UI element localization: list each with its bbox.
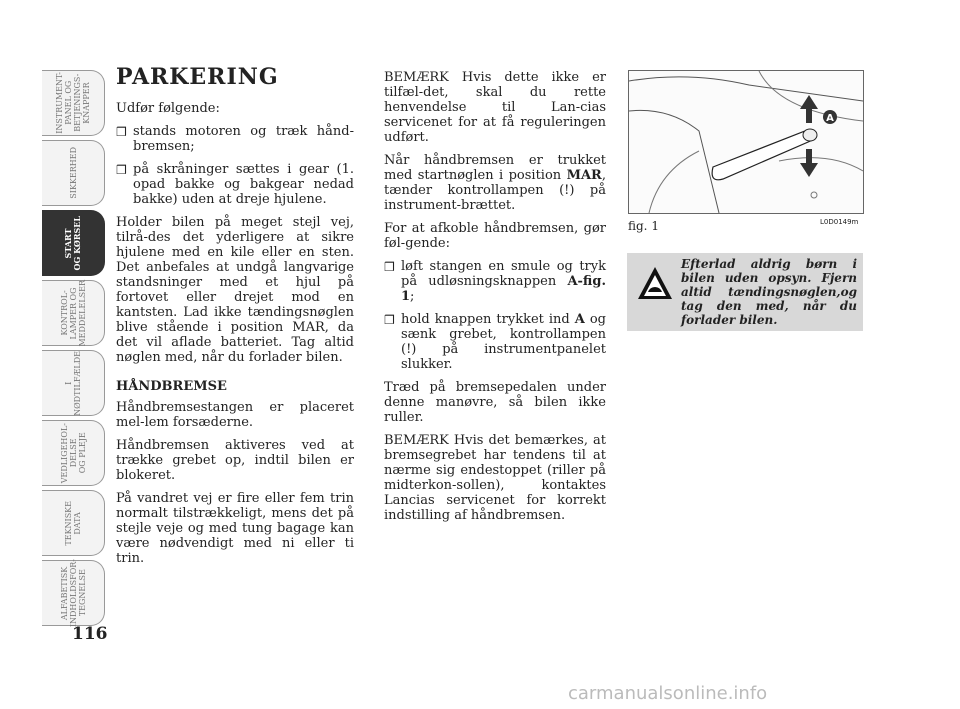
tab-indholdsfortegnelse[interactable]: ALFABETISK INDHOLDSFOR- TEGNELSE	[42, 560, 105, 626]
page-number: 116	[72, 624, 108, 644]
tab-tekniske-data[interactable]: TEKNISKE DATA	[42, 490, 105, 556]
paragraph: Håndbremsen aktiveres ved at trække grebet op, indtil bilen er blokeret.	[116, 438, 354, 483]
tab-sikkerhed[interactable]: SIKKERHED	[42, 140, 105, 206]
figure-label: fig. 1	[628, 219, 659, 233]
list-item: ❒ stands motoren og træk hånd-bremsen;	[116, 124, 354, 154]
footer-watermark: carmanualsonline.info	[568, 683, 768, 704]
warning-triangle-icon	[636, 265, 674, 301]
tab-vedligeholdelse[interactable]: VEDLIGEHOL- DELSE OG PLEJE	[42, 420, 105, 486]
paragraph: Håndbremsestangen er placeret mel-lem forsæderne.	[116, 400, 354, 430]
checkbox-icon: ❒	[384, 260, 395, 274]
tab-instrumentpanel[interactable]: INSTRUMENT- PANEL OG BETJENINGS- KNAPPER	[42, 70, 105, 136]
handbrake-lamp-icon: (!)	[401, 342, 417, 357]
paragraph: Træd på bremsepedalen under denne manøvre, så bilen ikke ruller.	[384, 380, 606, 425]
paragraph: På vandret vej er fire eller fem trin normalt tilstrækkeligt, mens det på stejle veje og med tung bagage kan være nødvendigt med ni eller ti trin.	[116, 491, 354, 566]
checkbox-icon: ❒	[116, 163, 127, 177]
list-item: ❒ på skråninger sættes i gear (1. opad bakke og bakgear nedad bakke) uden at dreje hjulene.	[116, 162, 354, 207]
paragraph: Når håndbremsen er trukket med startnøglen i position MAR, tænder kontrollampen (!) på instrument-brættet.	[384, 153, 606, 213]
page-title: PARKERING	[116, 64, 279, 90]
tab-start-og-korsel[interactable]: START OG KØRSEL	[42, 210, 105, 276]
warning-box	[627, 253, 863, 331]
callout-a: A	[826, 113, 834, 124]
handbrake-illustration	[629, 71, 863, 213]
checkbox-icon: ❒	[384, 313, 395, 327]
paragraph: BEMÆRK Hvis dette ikke er tilfæl-det, skal du rette henvendelse til Lan-cias servicenet for at få reguleringen udført.	[384, 70, 606, 145]
paragraph: For at afkoble håndbremsen, gør føl-gende:	[384, 221, 606, 251]
list-item: ❒ løft stangen en smule og tryk på udløsningsknappen A-fig. 1;	[384, 259, 606, 304]
paragraph: Holder bilen på meget stejl vej, tilrå-des det yderligere at sikre hjulene med en kile eller en sten. Det anbefales at undgå langvarige standsninger med et hjul på fortovet eller drejet mod en kantsten. Lad ikke tændingsnøglen blive stående i position MAR, da det vil aflade batteriet. Tag altid nøglen med, når du forlader bilen.	[116, 215, 354, 365]
figure-code: L0D0149m	[820, 218, 859, 226]
column-middle	[384, 70, 606, 531]
handbrake-lamp-icon: (!)	[559, 183, 575, 198]
tab-nodtilfaelde[interactable]: I NØDTILFÆLDE	[42, 350, 105, 416]
tab-kontrollamper[interactable]: KONTROL- LAMPER OG MEDDELELSER	[42, 280, 105, 346]
figure-handbrake	[628, 70, 864, 214]
intro-text: Udfør følgende:	[116, 101, 220, 116]
paragraph: BEMÆRK Hvis det bemærkes, at bremsegrebet har tendens til at nærme sig endestoppet (riller på midterkon-sollen), kontaktes Lancias servicenet for korrekt indstilling af håndbremsen.	[384, 433, 606, 523]
column-left	[116, 64, 354, 574]
section-heading: HÅNDBREMSE	[116, 379, 227, 394]
warning-text: Efterlad aldrig børn i bilen uden opsyn. Fjern altid tændingsnøglen,og tag den med, når du forlader bilen.	[681, 257, 857, 327]
checkbox-icon: ❒	[116, 125, 127, 139]
list-item: ❒ hold knappen trykket ind A og sænk grebet, kontrollampen (!) på instrumentpanelet slukker.	[384, 312, 607, 372]
